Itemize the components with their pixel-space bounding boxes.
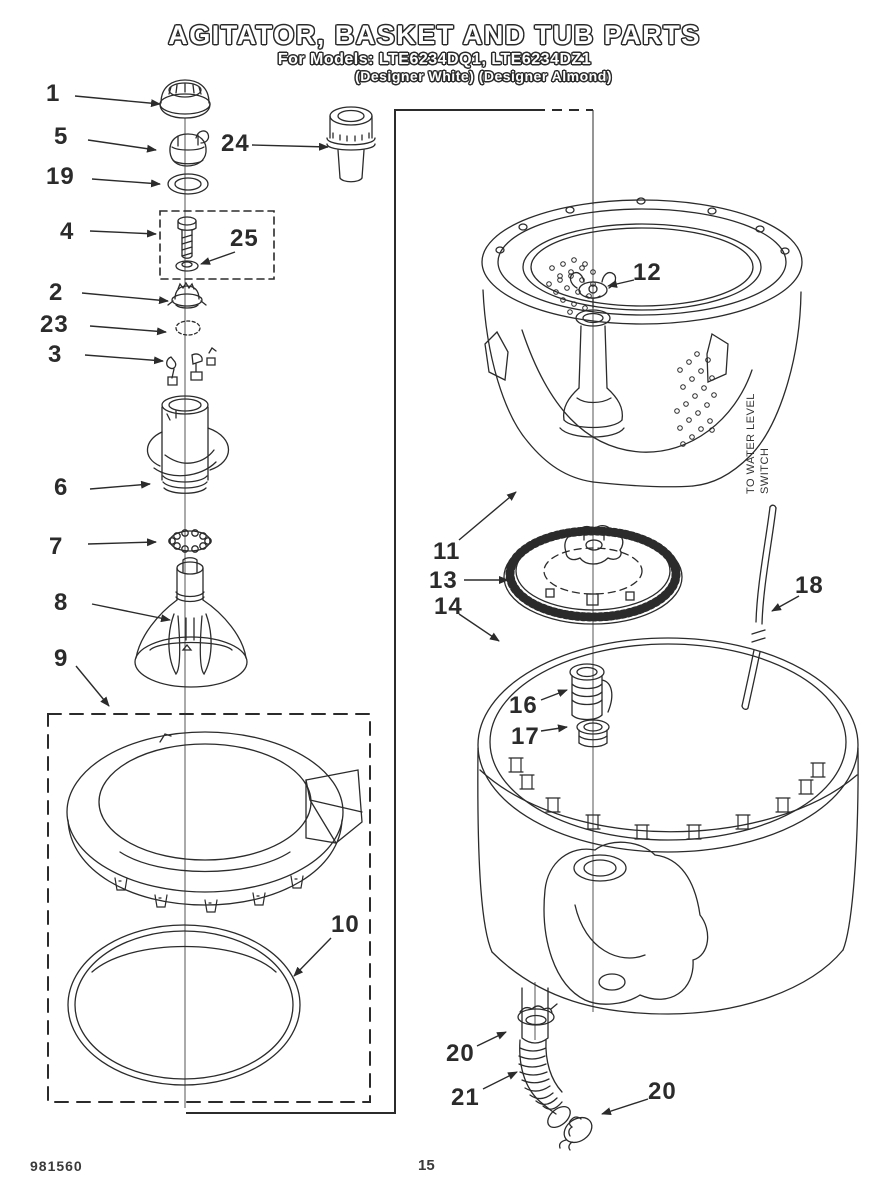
arrow-11: [459, 492, 516, 540]
part-25-washer: [176, 261, 198, 271]
callout-20-lower: 20: [648, 1078, 677, 1105]
callout-13: 13: [429, 567, 458, 594]
callout-19: 19: [46, 163, 75, 190]
part-10-tub-ring: [68, 925, 300, 1085]
callout-24: 24: [221, 130, 250, 157]
basket-perforations: [547, 258, 717, 447]
part-7-bearing: [169, 530, 211, 552]
arrow-25: [201, 252, 235, 264]
finishes-line: (Designer White) (Designer Almond): [355, 68, 612, 84]
arrow-9: [76, 666, 109, 706]
part-20-clamp-upper: [518, 1004, 557, 1025]
part-20-clamp-lower: [559, 1112, 596, 1150]
arrow-1: [75, 96, 160, 104]
arrow-7: [88, 542, 156, 544]
arrow-10: [294, 938, 331, 976]
part-9-dashed-box: [48, 714, 370, 1102]
part-4-stud: [178, 217, 196, 258]
callout-25: 25: [230, 225, 259, 252]
callout-1: 1: [46, 80, 61, 107]
arrow-20-upper: [477, 1032, 506, 1046]
water-level-switch-note: [744, 393, 774, 494]
part-8-drive-block: [135, 558, 247, 687]
callout-7: 7: [49, 533, 64, 560]
callout-3: 3: [48, 341, 63, 368]
arrow-4: [90, 231, 156, 234]
arrow-6: [90, 484, 150, 489]
callout-20-upper: 20: [446, 1040, 475, 1067]
part-24-inlet-nozzle: [327, 107, 375, 182]
callout-9: 9: [54, 645, 69, 672]
water-level-note-line1: TO WATER LEVEL: [745, 393, 757, 494]
callout-11: 11: [433, 538, 461, 565]
part-2-cap-nut: [168, 283, 206, 308]
document-number: 981560: [30, 1158, 83, 1174]
arrow-16: [541, 690, 567, 700]
callout-12: 12: [633, 259, 662, 286]
callout-8: 8: [54, 589, 69, 616]
part-16-fitting: [570, 664, 612, 720]
part-9-balance-ring: [67, 732, 362, 912]
arrow-24: [252, 145, 328, 147]
models-line: For Models: LTE6234DQ1, LTE6234DZ1: [277, 51, 592, 68]
callout-14: 14: [434, 593, 463, 620]
part-5-dispenser-clip: [170, 131, 209, 166]
part-19-seal: [168, 174, 208, 194]
arrow-19: [92, 179, 160, 184]
arrow-17: [541, 727, 567, 731]
page-number: 15: [418, 1157, 435, 1174]
callout-2: 2: [49, 279, 64, 306]
part-18-pressure-hose: [742, 505, 776, 709]
callout-10: 10: [331, 911, 360, 938]
arrow-2: [82, 293, 168, 301]
part-1-agitator-cap: [160, 80, 210, 118]
arrow-14: [459, 614, 499, 641]
part-23-o-ring: [176, 321, 200, 335]
part-3-clips: [167, 348, 216, 385]
arrow-12: [608, 280, 634, 286]
arrow-8: [92, 604, 170, 620]
callout-18: 18: [795, 572, 824, 599]
callout-17: 17: [511, 723, 540, 750]
arrow-20-lower: [602, 1099, 648, 1114]
part-6-auger-agitator: [147, 396, 228, 493]
callout-23: 23: [40, 311, 69, 338]
arrow-23: [90, 326, 166, 332]
water-level-note-line2: SWITCH: [759, 447, 771, 494]
callout-16: 16: [509, 692, 538, 719]
arrow-21: [483, 1072, 517, 1089]
callout-21: 21: [451, 1084, 480, 1111]
callout-6: 6: [54, 474, 69, 501]
callout-5: 5: [54, 123, 69, 150]
callout-4: 4: [60, 218, 75, 245]
page-title: AGITATOR, BASKET AND TUB PARTS: [168, 20, 701, 50]
part-21-drain-hose: [519, 1040, 574, 1131]
arrow-3: [85, 355, 163, 361]
arrow-5: [88, 140, 156, 150]
